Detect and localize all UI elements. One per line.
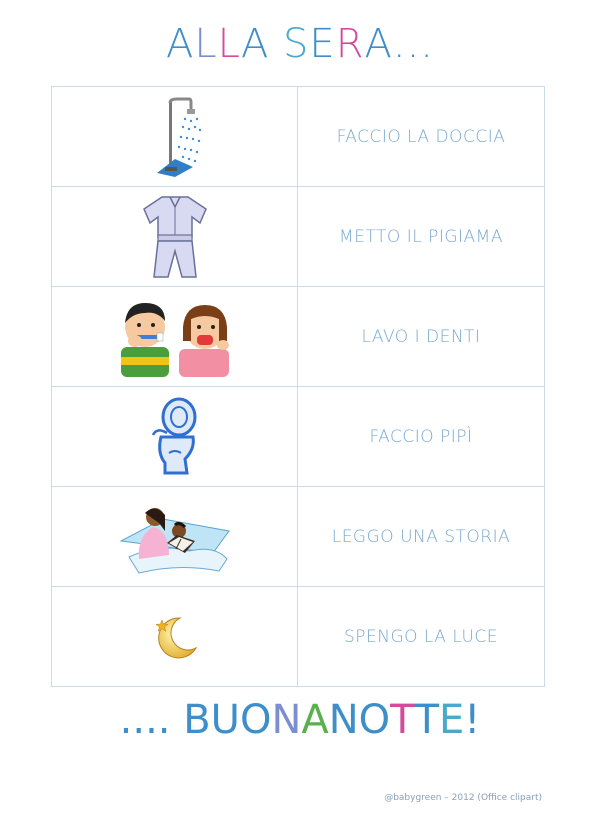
pajamas-icon <box>140 193 210 281</box>
title-letter <box>269 18 283 70</box>
credit-text: @babygreen – 2012 (Office clipart) <box>384 793 542 803</box>
closing-heading <box>0 694 600 746</box>
table-row <box>52 87 544 187</box>
moon-star-icon <box>150 612 200 662</box>
title-letter: A <box>240 21 270 67</box>
title-letter: E <box>309 21 336 67</box>
routine-step-label: METTO IL PIGIAMA <box>339 226 503 247</box>
kids-brushing-teeth-icon <box>113 297 237 377</box>
table-row <box>52 587 544 687</box>
table-row <box>52 287 544 387</box>
shower-icon <box>145 97 205 177</box>
routine-step-label: SPENGO LA LUCE <box>343 627 499 647</box>
closing-letter: .... <box>119 697 184 743</box>
routine-step-label: FACCIO LA DOCCIA <box>336 126 506 147</box>
title-letter: A <box>165 21 195 67</box>
reading-story-icon <box>119 497 231 577</box>
closing-letter: N <box>271 697 302 743</box>
closing-letter: ! <box>464 697 481 743</box>
routine-step-label: LEGGO UNA STORIA <box>331 526 511 547</box>
page-title <box>0 18 600 70</box>
title-letter: L <box>194 21 218 67</box>
routine-step-label: LAVO I DENTI <box>361 326 481 347</box>
closing-letter: B <box>183 697 211 743</box>
closing-letter: O <box>358 697 391 743</box>
table-row <box>52 387 544 487</box>
title-letter: ... <box>392 21 435 67</box>
routine-step-label: FACCIO PIPÌ <box>369 426 473 447</box>
closing-letter: U <box>210 697 240 743</box>
table-row <box>52 487 544 587</box>
title-letter: L <box>217 21 241 67</box>
title-letter: R <box>335 21 365 67</box>
table-row <box>52 187 544 287</box>
closing-letter: T <box>414 697 440 743</box>
title-letter: S <box>283 21 310 67</box>
closing-letter: T <box>390 697 415 743</box>
closing-letter: A <box>301 697 329 743</box>
title-letter: A <box>364 21 393 67</box>
closing-letter: N <box>328 697 359 743</box>
closing-letter: E <box>439 697 465 743</box>
toilet-icon <box>147 397 203 477</box>
closing-letter: O <box>239 697 272 743</box>
routine-table <box>51 86 545 687</box>
